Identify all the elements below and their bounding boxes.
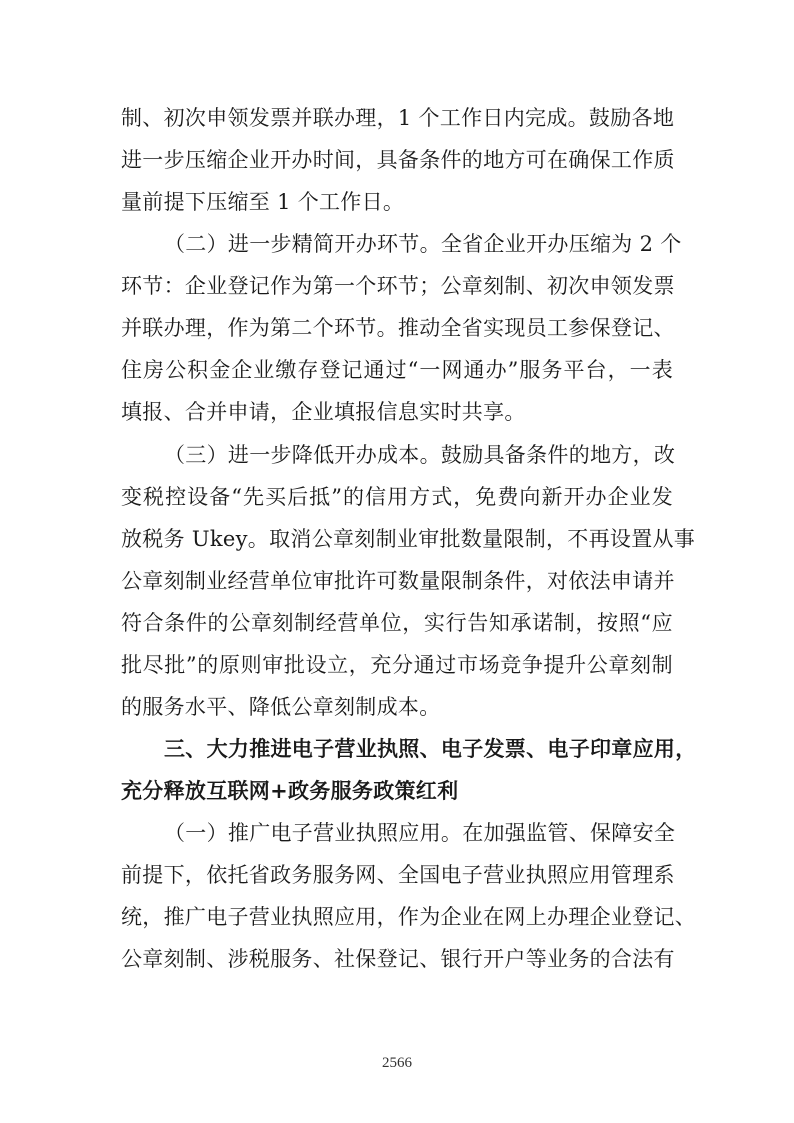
paragraph-start-line: （二）进一步精简开办环节。全省企业开办压缩为 2 个 xyxy=(164,232,682,256)
body-text-line: 制、初次申领发票并联办理，1 个工作日内完成。鼓励各地 xyxy=(121,106,675,130)
body-text-line: 量前提下压缩至 1 个工作日。 xyxy=(121,190,405,214)
body-text-line: 环节：企业登记作为第一个环节；公章刻制、初次申领发票 xyxy=(121,274,675,298)
body-text-line: 前提下，依托省政务服务网、全国电子营业执照应用管理系 xyxy=(121,863,675,887)
body-text-line: 公章刻制业经营单位审批许可数量限制条件，对依法申请并 xyxy=(121,569,675,593)
paragraph-start-line: （三）进一步降低开办成本。鼓励具备条件的地方，改 xyxy=(164,443,676,467)
body-text-line: 住房公积金企业缴存登记通过“一网通办”服务平台，一表 xyxy=(121,358,673,382)
body-text-line: 变税控设备“先买后抵”的信用方式，免费向新开办企业发 xyxy=(121,485,673,509)
section-heading: 三、大力推进电子营业执照、电子发票、电子印章应用， xyxy=(164,737,697,761)
paragraph-start-line: （一）推广电子营业执照应用。在加强监管、保障安全 xyxy=(164,821,676,845)
body-text-line: 的服务水平、降低公章刻制成本。 xyxy=(121,695,441,719)
body-text-line: 填报、合并申请，企业填报信息实时共享。 xyxy=(121,400,526,424)
body-text-line: 并联办理，作为第二个环节。推动全省实现员工参保登记、 xyxy=(121,316,675,340)
body-text-line: 放税务 Ukey。取消公章刻制业审批数量限制，不再设置从事 xyxy=(121,527,696,551)
body-text-line: 进一步压缩企业开办时间，具备条件的地方可在确保工作质 xyxy=(121,148,675,172)
page-number: 2566 xyxy=(382,1055,412,1071)
body-text-line: 统，推广电子营业执照应用，作为企业在网上办理企业登记、 xyxy=(121,905,697,929)
body-text-line: 公章刻制、涉税服务、社保登记、银行开户等业务的合法有 xyxy=(121,947,675,971)
body-text-line: 批尽批”的原则审批设立，充分通过市场竞争提升公章刻制 xyxy=(121,653,673,677)
section-heading-continued: 充分释放互联网+政务服务政策红利 xyxy=(121,779,459,803)
body-text-line: 符合条件的公章刻制经营单位，实行告知承诺制，按照“应 xyxy=(121,611,673,635)
